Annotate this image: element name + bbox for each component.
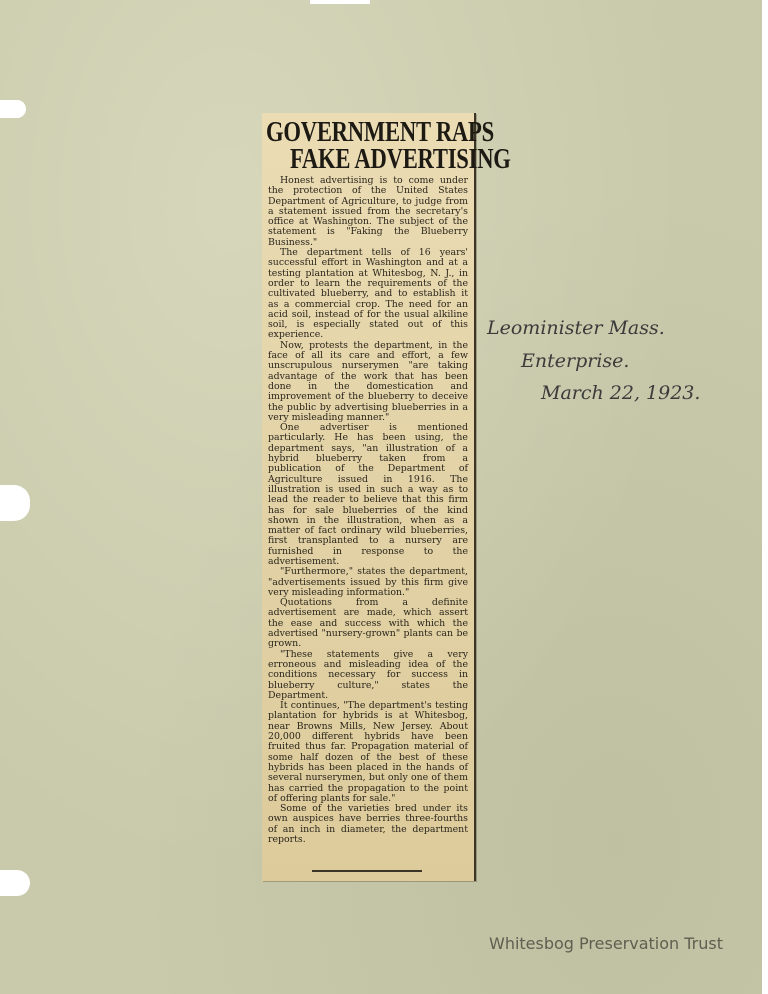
torn-edge-right xyxy=(762,0,768,994)
newspaper-clipping xyxy=(262,113,511,881)
article-paragraph: The department tells of 16 years' successful effort in Washington and at a testing plantation at Whitesbog, N. J., in order to learn the requirements of the cultivated blueberry, and to establish it as a commercial crop. The need for an acid soil, instead of for the usual alkiline soil, is especially stated out of this experience. xyxy=(268,247,468,341)
article-paragraph: Quotations from a definite advertisement are made, which assert the ease and success with which the advertised "nursery-grown" plants can be grown. xyxy=(268,597,468,650)
watermark: Whitesbog Preservation Trust xyxy=(489,934,723,953)
torn-edge-top xyxy=(310,0,370,4)
closing-rule xyxy=(312,870,422,872)
handwritten-source: Leominister Mass. xyxy=(487,317,665,339)
handwritten-date: March 22, 1923. xyxy=(541,382,701,404)
torn-edge-left-3 xyxy=(0,870,30,896)
article-body xyxy=(268,176,468,876)
article-paragraph: Some of the varieties bred under its own auspices have berries three-fourths of an inch in diameter, the department reports. xyxy=(268,803,468,845)
article-paragraph: One advertiser is mentioned particularly. He has been using, the department says, "an illustration of a hybrid blueberry taken from a publication of the Department of Agriculture issued in 1916. The illustration is used in such a way as to lead the reader to believe that this firm has for sale blueberries of the kind shown in the illustration, when as a matter of fact ordinary wild blueberries, first transplanted to a nursery are furnished in response to the advertisement. xyxy=(268,422,468,567)
torn-edge-left-2 xyxy=(0,485,30,521)
article-paragraph: Honest advertising is to come under the protection of the United States Department of Agriculture, to judge from a statement issued from the secretary's office at Washington. The subject of the statement is "Faking the Blueberry Business." xyxy=(268,175,468,248)
handwritten-publication: Enterprise. xyxy=(521,350,630,372)
article-paragraph: "Furthermore," states the department, "advertisements issued by this firm give very misleading information." xyxy=(268,566,468,598)
torn-edge-left-1 xyxy=(0,100,26,118)
article-paragraph: Now, protests the department, in the face of all its care and effort, a few unscrupulous nurserymen "are taking advantage of the work that has been done in the domestication and improvement of the blueberry to deceive the public by advertising blueberries in a very misleading manner." xyxy=(268,339,468,423)
headline-line-1: GOVERNMENT RAPS xyxy=(266,116,494,148)
article-paragraph: "These statements give a very erroneous and misleading idea of the conditions necessary for success in blueberry culture," states the Department. xyxy=(268,648,468,701)
headline-line-2: FAKE ADVERTISING xyxy=(290,143,511,175)
article-paragraph: It continues, "The department's testing plantation for hybrids is at Whitesbog, near Browns Mills, New Jersey. About 20,000 different hybrids have been fruited thus far. Propagation material of some half dozen of the best of these hybrids has been placed in the hands of several nurserymen, but only one of them has carried the propagation to the point of offering plants for sale." xyxy=(268,700,468,804)
